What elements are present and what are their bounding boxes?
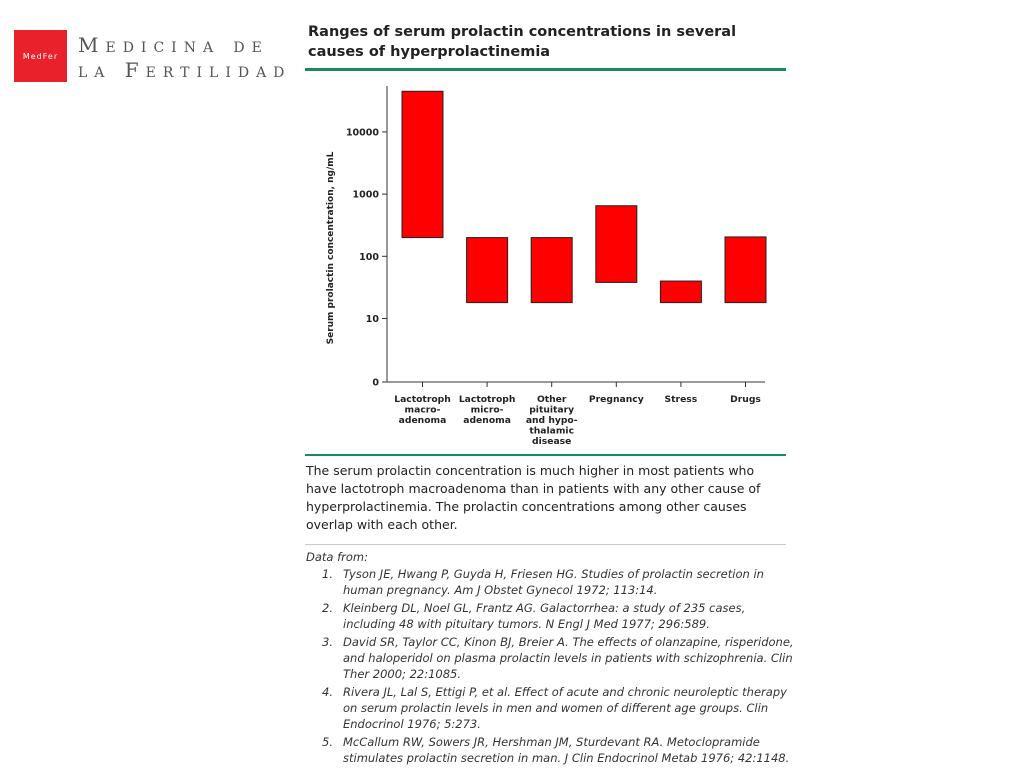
chart-x-category-label: Pregnancy [588, 394, 644, 405]
chart-y-tick-label: 100 [359, 251, 379, 263]
figure-title: Ranges of serum prolactin concentrations in several causes of hyperprolactinemia [308, 24, 737, 60]
reference-item [306, 600, 796, 632]
chart-x-category-label: Lactotroph [458, 394, 516, 405]
reference-text: McCallum RW, Sowers JR, Hershman JM, Sturdevant RA. Metoclopramide stimulates prolactin secretion in man. J Clin Endocrinol Metab 1976; 42:1148. [343, 735, 790, 765]
reference-number: 1. [322, 567, 333, 581]
brand-logo-mark [14, 30, 67, 82]
figure-caption: The serum prolactin concentration is much higher in most patients who have lactotroph macroadenoma than in patients with any other cause of hyperprolactinemia. The prolactin concentrations among other causes overlap with each other. [306, 463, 761, 532]
chart-bars [402, 91, 766, 302]
chart-range-bar [467, 238, 508, 303]
references-heading: Data from: [306, 550, 369, 564]
reference-text: Rivera JL, Lal S, Ettigi P, et al. Effect of acute and chronic neuroleptic therapy on serum prolactin levels in men and women of different age groups. Clin Endocrinol 1976; 5:273. [343, 685, 787, 731]
chart-x-category-label: Drugs [730, 394, 761, 405]
reference-number: 4. [322, 685, 333, 699]
chart-range-bar [660, 281, 701, 303]
chart-y-ticks [346, 127, 387, 388]
chart-x-category-label: micro- [470, 404, 504, 416]
prolactin-range-chart [305, 78, 785, 454]
brand-logo-line-1: Medicina de [78, 33, 269, 57]
reference-number: 2. [322, 601, 333, 615]
chart-y-tick-label: 10 [365, 314, 379, 325]
chart-x-category-label: disease [532, 436, 572, 447]
chart-y-tick-label: 1000 [352, 189, 379, 201]
reference-text: Tyson JE, Hwang P, Guyda H, Friesen HG. Studies of prolactin secretion in human pregnancy. Am J Obstet Gynecol 1972; 113:14. [343, 567, 764, 597]
references-list [306, 566, 796, 768]
chart-y-tick-label: 10000 [345, 127, 379, 139]
chart-range-bar [596, 206, 637, 283]
chart-x-category-label: Stress [664, 394, 698, 405]
reference-item [306, 566, 796, 598]
chart-range-bar [402, 91, 443, 237]
caption-divider [305, 544, 786, 545]
chart-divider [305, 454, 786, 456]
reference-text: David SR, Taylor CC, Kinon BJ, Breier A. The effects of olanzapine, risperidone, and haloperidol on plasma prolactin levels in patients with schizophrenia. Clin Ther 2000; 22:1085. [343, 635, 794, 681]
chart-x-category-label: macro- [404, 404, 441, 416]
title-divider [305, 68, 786, 71]
chart-y-tick-label: 0 [372, 377, 379, 389]
chart-x-category-label: Other [536, 394, 567, 405]
reference-number: 3. [322, 635, 333, 649]
reference-text: Kleinberg DL, Noel GL, Frantz AG. Galactorrhea: a study of 235 cases, including 48 with pituitary tumors. N Engl J Med 1977; 296:589. [343, 601, 746, 631]
chart-range-bar [725, 237, 766, 303]
chart-x-category-label: thalamic [529, 425, 575, 437]
chart-axes [387, 86, 765, 382]
chart-x-category-label: adenoma [398, 415, 447, 426]
reference-number: 5. [322, 735, 333, 749]
brand-logo-wordmark [78, 33, 291, 83]
reference-item [306, 684, 796, 732]
chart-y-axis-label: Serum prolactin concentration, ng/mL [326, 151, 336, 345]
chart-x-labels [394, 382, 761, 447]
reference-item [306, 734, 796, 766]
brand-logo-mark-text: MedFer [22, 51, 59, 61]
reference-item [306, 634, 796, 682]
chart-x-category-label: and hypo- [525, 415, 578, 426]
chart-x-category-label: Lactotroph [394, 394, 451, 405]
brand-logo-line-2: la Fertilidad [78, 58, 292, 82]
chart-x-category-label: pituitary [529, 404, 575, 416]
chart-x-category-label: adenoma [463, 415, 511, 426]
chart-range-bar [531, 238, 572, 303]
